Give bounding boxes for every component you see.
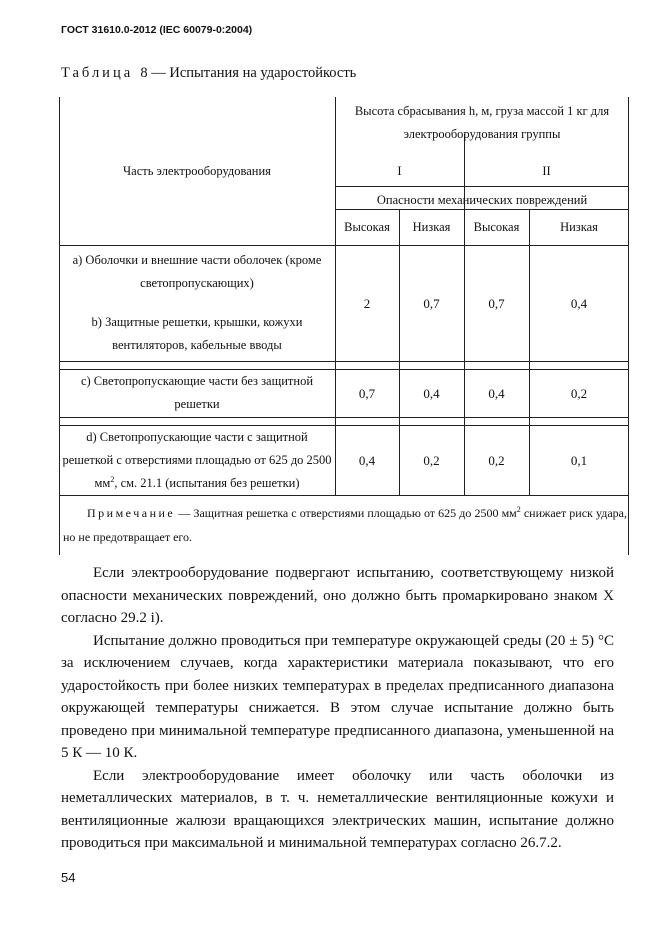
- rule: [59, 361, 629, 362]
- row2-val: 0,2: [570, 385, 588, 401]
- paragraph: Если электрооборудование подвергают испытанию, соответствующему низкой опасности механических повреждений, оно должно быть промаркировано знаком X согласно 29.2 i).: [61, 565, 614, 626]
- header-low-1: Низкая: [412, 219, 451, 234]
- row1-part-a: а) Оболочки и внешние части оболочек (кроме светопропускающих): [72, 253, 322, 290]
- row3-part: [61, 425, 333, 495]
- row2-part: с) Светопропускающие части без защитной решетки: [80, 374, 314, 411]
- row1-val: 0,4: [570, 295, 588, 311]
- row3-val: 0,2: [423, 452, 440, 468]
- note-label: Примечание: [87, 506, 176, 520]
- row3-part-sup: 2: [110, 474, 115, 484]
- impact-test-table: [59, 97, 629, 555]
- row1-part-b: b) Защитные решетки, крышки, кожухи вентиляторов, кабельные вводы: [91, 315, 303, 352]
- row3-val: 0,1: [570, 452, 588, 468]
- row1-val: 2: [363, 295, 371, 311]
- body-text: [61, 562, 614, 855]
- table-title-label: Таблица: [61, 65, 134, 81]
- row2-val: 0,7: [358, 385, 376, 401]
- document-header: ГОСТ 31610.0-2012 (IEC 60079-0:2004): [61, 24, 253, 36]
- row1-val: 0,7: [423, 295, 440, 311]
- paragraph: Испытание должно проводиться при температуре окружающей среды (20 ± 5) °С за исключением случаев, когда характеристики материала показывают, что его ударостойкость при более низких температурах в пределах предписанного диапазона окружающей температуры снижается. В этом случае испытание должно быть проведено при минимальной температуре предписанного диапазона, уменьшенной на 5 К — 10 К.: [61, 632, 614, 761]
- header-high-1: Высокая: [344, 219, 390, 234]
- row2-val: 0,4: [423, 385, 440, 401]
- page-number: 54: [61, 870, 76, 885]
- table-title-caption: — Испытания на ударостойкость: [151, 65, 357, 81]
- header-group-1: I: [397, 163, 402, 178]
- note-text-rest: снижает риск удара, но не предотвращает его.: [63, 506, 627, 544]
- header-height: [335, 97, 629, 149]
- row1-val: 0,7: [488, 295, 505, 311]
- row3-val: 0,2: [488, 452, 505, 468]
- paragraph: Если электрооборудование имеет оболочку или часть оболочки из неметаллических материалов, в т. ч. неметаллические вентиляционные кожухи и вентиляционные жалюзи вращающихся электрических машин, испытание должно проводиться при максимальной и минимальной температурах согласно 26.7.2.: [61, 767, 614, 851]
- header-danger: Опасности механических повреждений: [376, 192, 588, 207]
- table-title: [61, 65, 356, 82]
- note-text: — Защитная решетка с отверстиями площадью от 625 до 2500 мм: [175, 506, 517, 520]
- row3-val: 0,4: [358, 452, 376, 468]
- row1-part: [61, 248, 333, 358]
- header-height-line1: Высота сбрасывания h, м, груза массой 1 кг для: [354, 104, 610, 118]
- header-part: Часть электрооборудования: [123, 163, 271, 178]
- header-group-2: II: [542, 163, 551, 178]
- rule: [59, 417, 629, 418]
- note-sup: 2: [516, 505, 521, 514]
- row2-val: 0,4: [488, 385, 505, 401]
- header-low-2: Низкая: [560, 219, 598, 234]
- header-height-line2: электрооборудования группы: [403, 127, 561, 141]
- table-note: [63, 501, 627, 549]
- header-high-2: Высокая: [473, 219, 520, 234]
- row3-part-rest: , см. 21.1 (испытания без решетки): [114, 475, 300, 490]
- row3-part-text: d) Светопропускающие части с защитной решеткой с отверстиями площадью от 625 до 2500 мм: [62, 429, 332, 490]
- rule: [59, 495, 629, 496]
- table-title-number: 8: [140, 65, 148, 81]
